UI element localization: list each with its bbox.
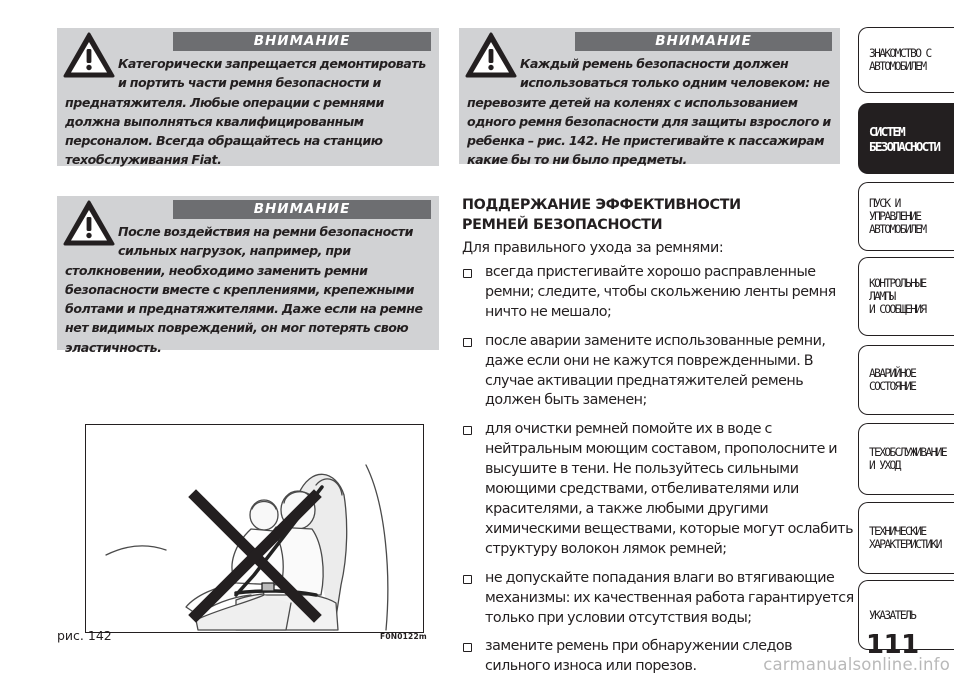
tab-getting-to-know[interactable]: ЗНАКОМСТВО С АВТОМОБИЛЕМ	[858, 27, 954, 93]
checkbox-bullet-icon	[463, 575, 472, 584]
list-item: не допускайте попадания влаги во втягивающие механизмы: их качественная работа гарантируется только при условии отсутствия воды;	[462, 569, 857, 629]
warning-header: ВНИМАНИЕ	[173, 200, 431, 219]
tab-technical-specs[interactable]: ТЕХНИЧЕСКИЕ ХАРАКТЕРИСТИКИ	[858, 502, 954, 574]
tab-index[interactable]: УКАЗАТЕЛЬ	[858, 580, 954, 650]
checkbox-bullet-icon	[463, 643, 472, 652]
warning-text: Каждый ремень безопасности должен использоваться только одним человеком: не перевозите детей на коленях с использованием одного ремня безопасности для защиты взрослого и ребенка – рис. 142. Не пристегивайте к пассажирам какие бы то ни было предметы.	[467, 56, 831, 168]
section-title: ПОДДЕРЖАНИЕ ЭФФЕКТИВНОСТИ РЕМНЕЙ БЕЗОПАСНОСТИ	[462, 197, 741, 233]
section-intro: Для правильного ухода за ремнями:	[462, 240, 724, 256]
warning-box-one-person-per-belt	[459, 28, 840, 168]
tab-warning-lights[interactable]: КОНТРОЛЬНЫЕ ЛАМПЫ И СООБЩЕНИЯ	[858, 257, 954, 336]
watermark: carmanualsonline.info	[763, 655, 950, 674]
checkbox-bullet-icon	[463, 338, 472, 347]
list-item: всегда пристегивайте хорошо расправленные ремни; следите, чтобы скольжению ленты ремня ничто не мешало;	[462, 263, 857, 323]
tab-emergency[interactable]: АВАРИЙНОЕ СОСТОЯНИЕ	[858, 345, 954, 415]
list-item: после аварии замените использованные ремни, даже если они не кажутся поврежденными. В случае активации преднатяжителей ремень должен быть заменен;	[462, 332, 857, 412]
list-item: замените ремень при обнаружении следов сильного износа или порезов.	[462, 637, 857, 677]
checkbox-bullet-icon	[463, 269, 472, 278]
warning-text: Категорически запрещается демонтировать и портить части ремня безопасности и преднатяжителя. Любые операции с ремнями должна выполняться квалифицированным персоналом. Всегда обращайтесь на станцию техобслуживания Fiat.	[65, 56, 426, 168]
figure-child-on-lap-prohibited	[85, 424, 424, 633]
tab-safety-systems[interactable]: СИСТЕМ БЕЗОПАСНОСТИ	[858, 103, 954, 174]
care-instructions-list	[462, 263, 857, 686]
figure-code: F0N0122m	[380, 632, 427, 641]
warning-box-replace-after-impact	[57, 196, 439, 355]
checkbox-bullet-icon	[463, 426, 472, 435]
tab-starting-driving[interactable]: ПУСК И УПРАВЛЕНИЕ АВТОМОБИЛЕМ	[858, 182, 954, 251]
figure-caption: рис. 142	[57, 628, 112, 643]
warning-header: ВНИМАНИЕ	[173, 32, 431, 51]
tab-maintenance[interactable]: ТЕХОБСЛУЖИВАНИЕ И УХОД	[858, 423, 954, 495]
warning-box-dismantle	[57, 28, 439, 166]
page-number: 111	[866, 630, 919, 660]
list-item: для очистки ремней помойте их в воде с нейтральным моющим составом, прополосните и высушите в тени. Не пользуйтесь сильными моющими средствами, отбеливателями или красителями, а также любыми другими химическими веществами, которые могут ослабить структуру волокон лямок ремней;	[462, 420, 857, 559]
child-on-lap-illustration	[86, 425, 424, 633]
warning-text: После воздействия на ремни безопасности сильных нагрузок, например, при столкновении, необходимо заменить ремни безопасности вместе с креплениями, крепежными болтами и преднатяжителями. Даже если на ремне нет видимых повреждений, он мог потерять свою эластичность.	[65, 224, 423, 355]
warning-header: ВНИМАНИЕ	[575, 32, 832, 51]
